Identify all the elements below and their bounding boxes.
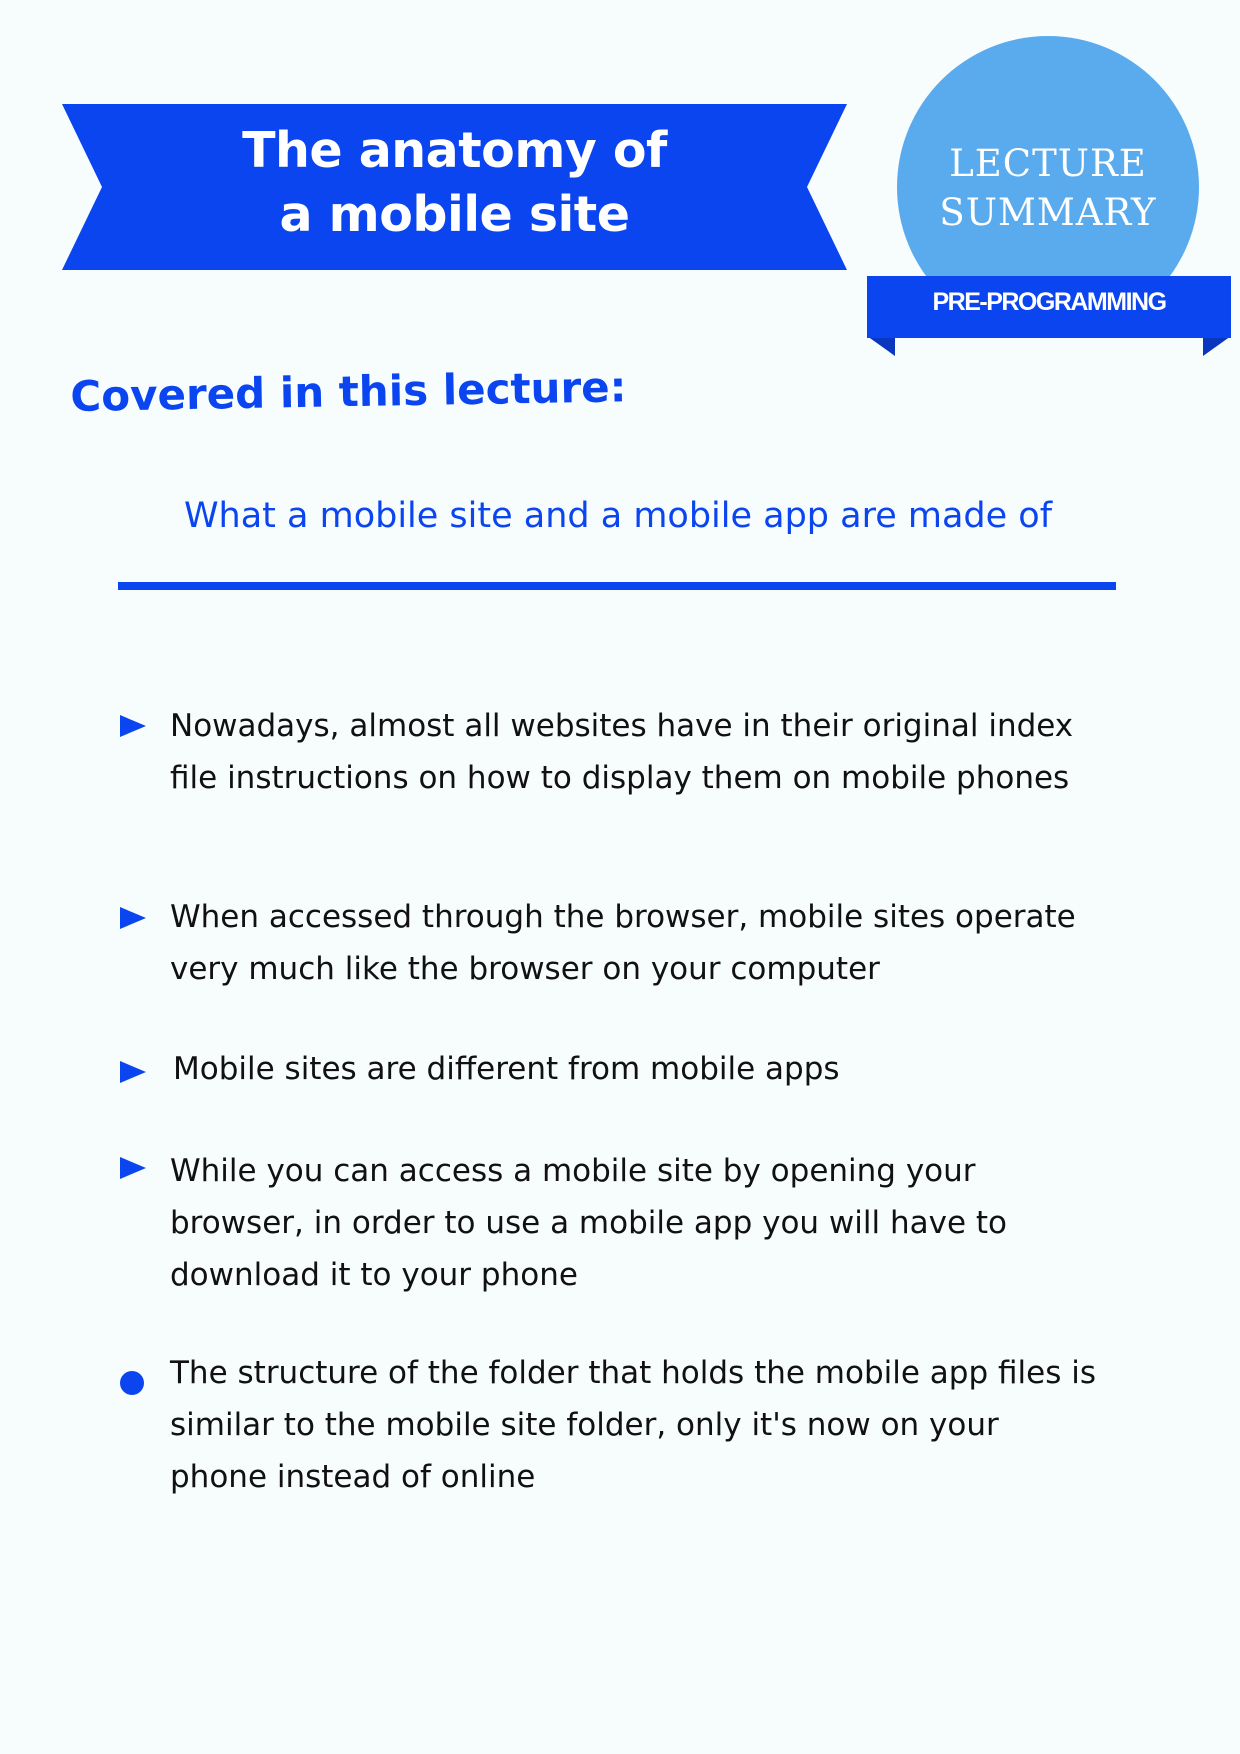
bullet-text: The structure of the folder that holds the mobile app files is similar to the mobile site folder, only it's now on your phone instead of online [170, 1355, 1096, 1495]
lecture-subtitle: What a mobile site and a mobile app are made of [183, 496, 1053, 536]
course-label: PRE-PROGRAMMING [932, 288, 1166, 316]
page-title-line-1: The anatomy of [242, 122, 667, 179]
bullet-text: When accessed through the browser, mobile sites operate very much like the browser on your computer [170, 899, 1076, 987]
badge-line-2: SUMMARY [939, 191, 1157, 234]
page-title-line-2: a mobile site [279, 186, 630, 243]
section-heading: Covered in this lecture: [70, 362, 627, 421]
arrow-icon [120, 1061, 146, 1083]
arrow-icon [120, 907, 146, 929]
badge-line-1: LECTURE [949, 142, 1147, 185]
bullet-text: Mobile sites are different from mobile apps [173, 1051, 840, 1087]
divider [118, 582, 1116, 590]
dot-icon [120, 1371, 144, 1395]
arrow-icon [120, 715, 146, 737]
arrow-icon [120, 1157, 146, 1179]
bullet-text: Nowadays, almost all websites have in their original index file instructions on how to display them on mobile phones [170, 708, 1074, 796]
bullet-text: While you can access a mobile site by opening your browser, in order to use a mobile app you will have to download it to your phone [170, 1153, 1008, 1293]
